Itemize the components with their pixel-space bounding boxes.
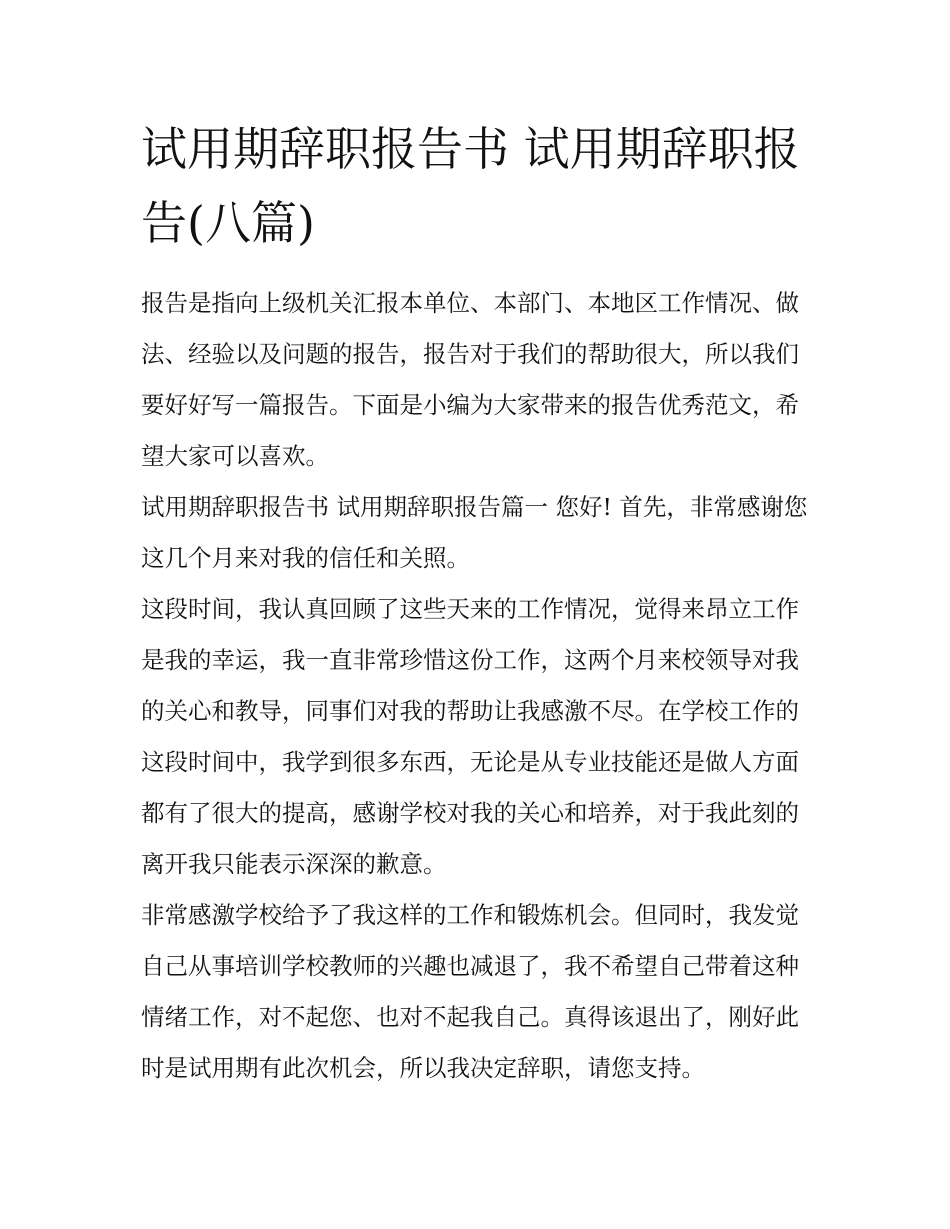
- paragraph-resignation: 非常感激学校给予了我这样的工作和锻炼机会。但同时，我发觉自己从事培训学校教师的兴趣也减退了，我不希望自己带着这种情绪工作，对不起您、也对不起我自己。真得该退出了，刚好此时是试用期有此次机会，所以我决定辞职，请您支持。: [141, 901, 799, 1082]
- paragraph-intro: 报告是指向上级机关汇报本单位、本部门、本地区工作情况、做法、经验以及问题的报告，报告对于我们的帮助很大，所以我们要好好写一篇报告。下面是小编为大家带来的报告优秀范文，希望大家可以喜欢。: [141, 289, 799, 470]
- document-body: [141, 278, 813, 1094]
- paragraph-reflection: 这段时间，我认真回顾了这些天来的工作情况，觉得来昂立工作是我的幸运，我一直非常珍惜这份工作，这两个月来校领导对我的关心和教导，同事们对我的帮助让我感激不尽。在学校工作的这段时间中，我学到很多东西，无论是从专业技能还是做人方面都有了很大的提高，感谢学校对我的关心和培养，对于我此刻的离开我只能表示深深的歉意。: [141, 595, 799, 878]
- document-content: [141, 112, 813, 1094]
- document-title: 试用期辞职报告书 试用期辞职报告(八篇): [141, 122, 800, 250]
- paragraph-greeting: 试用期辞职报告书 试用期辞职报告篇一 您好! 首先，非常感谢您这几个月来对我的信任和关照。: [141, 493, 808, 572]
